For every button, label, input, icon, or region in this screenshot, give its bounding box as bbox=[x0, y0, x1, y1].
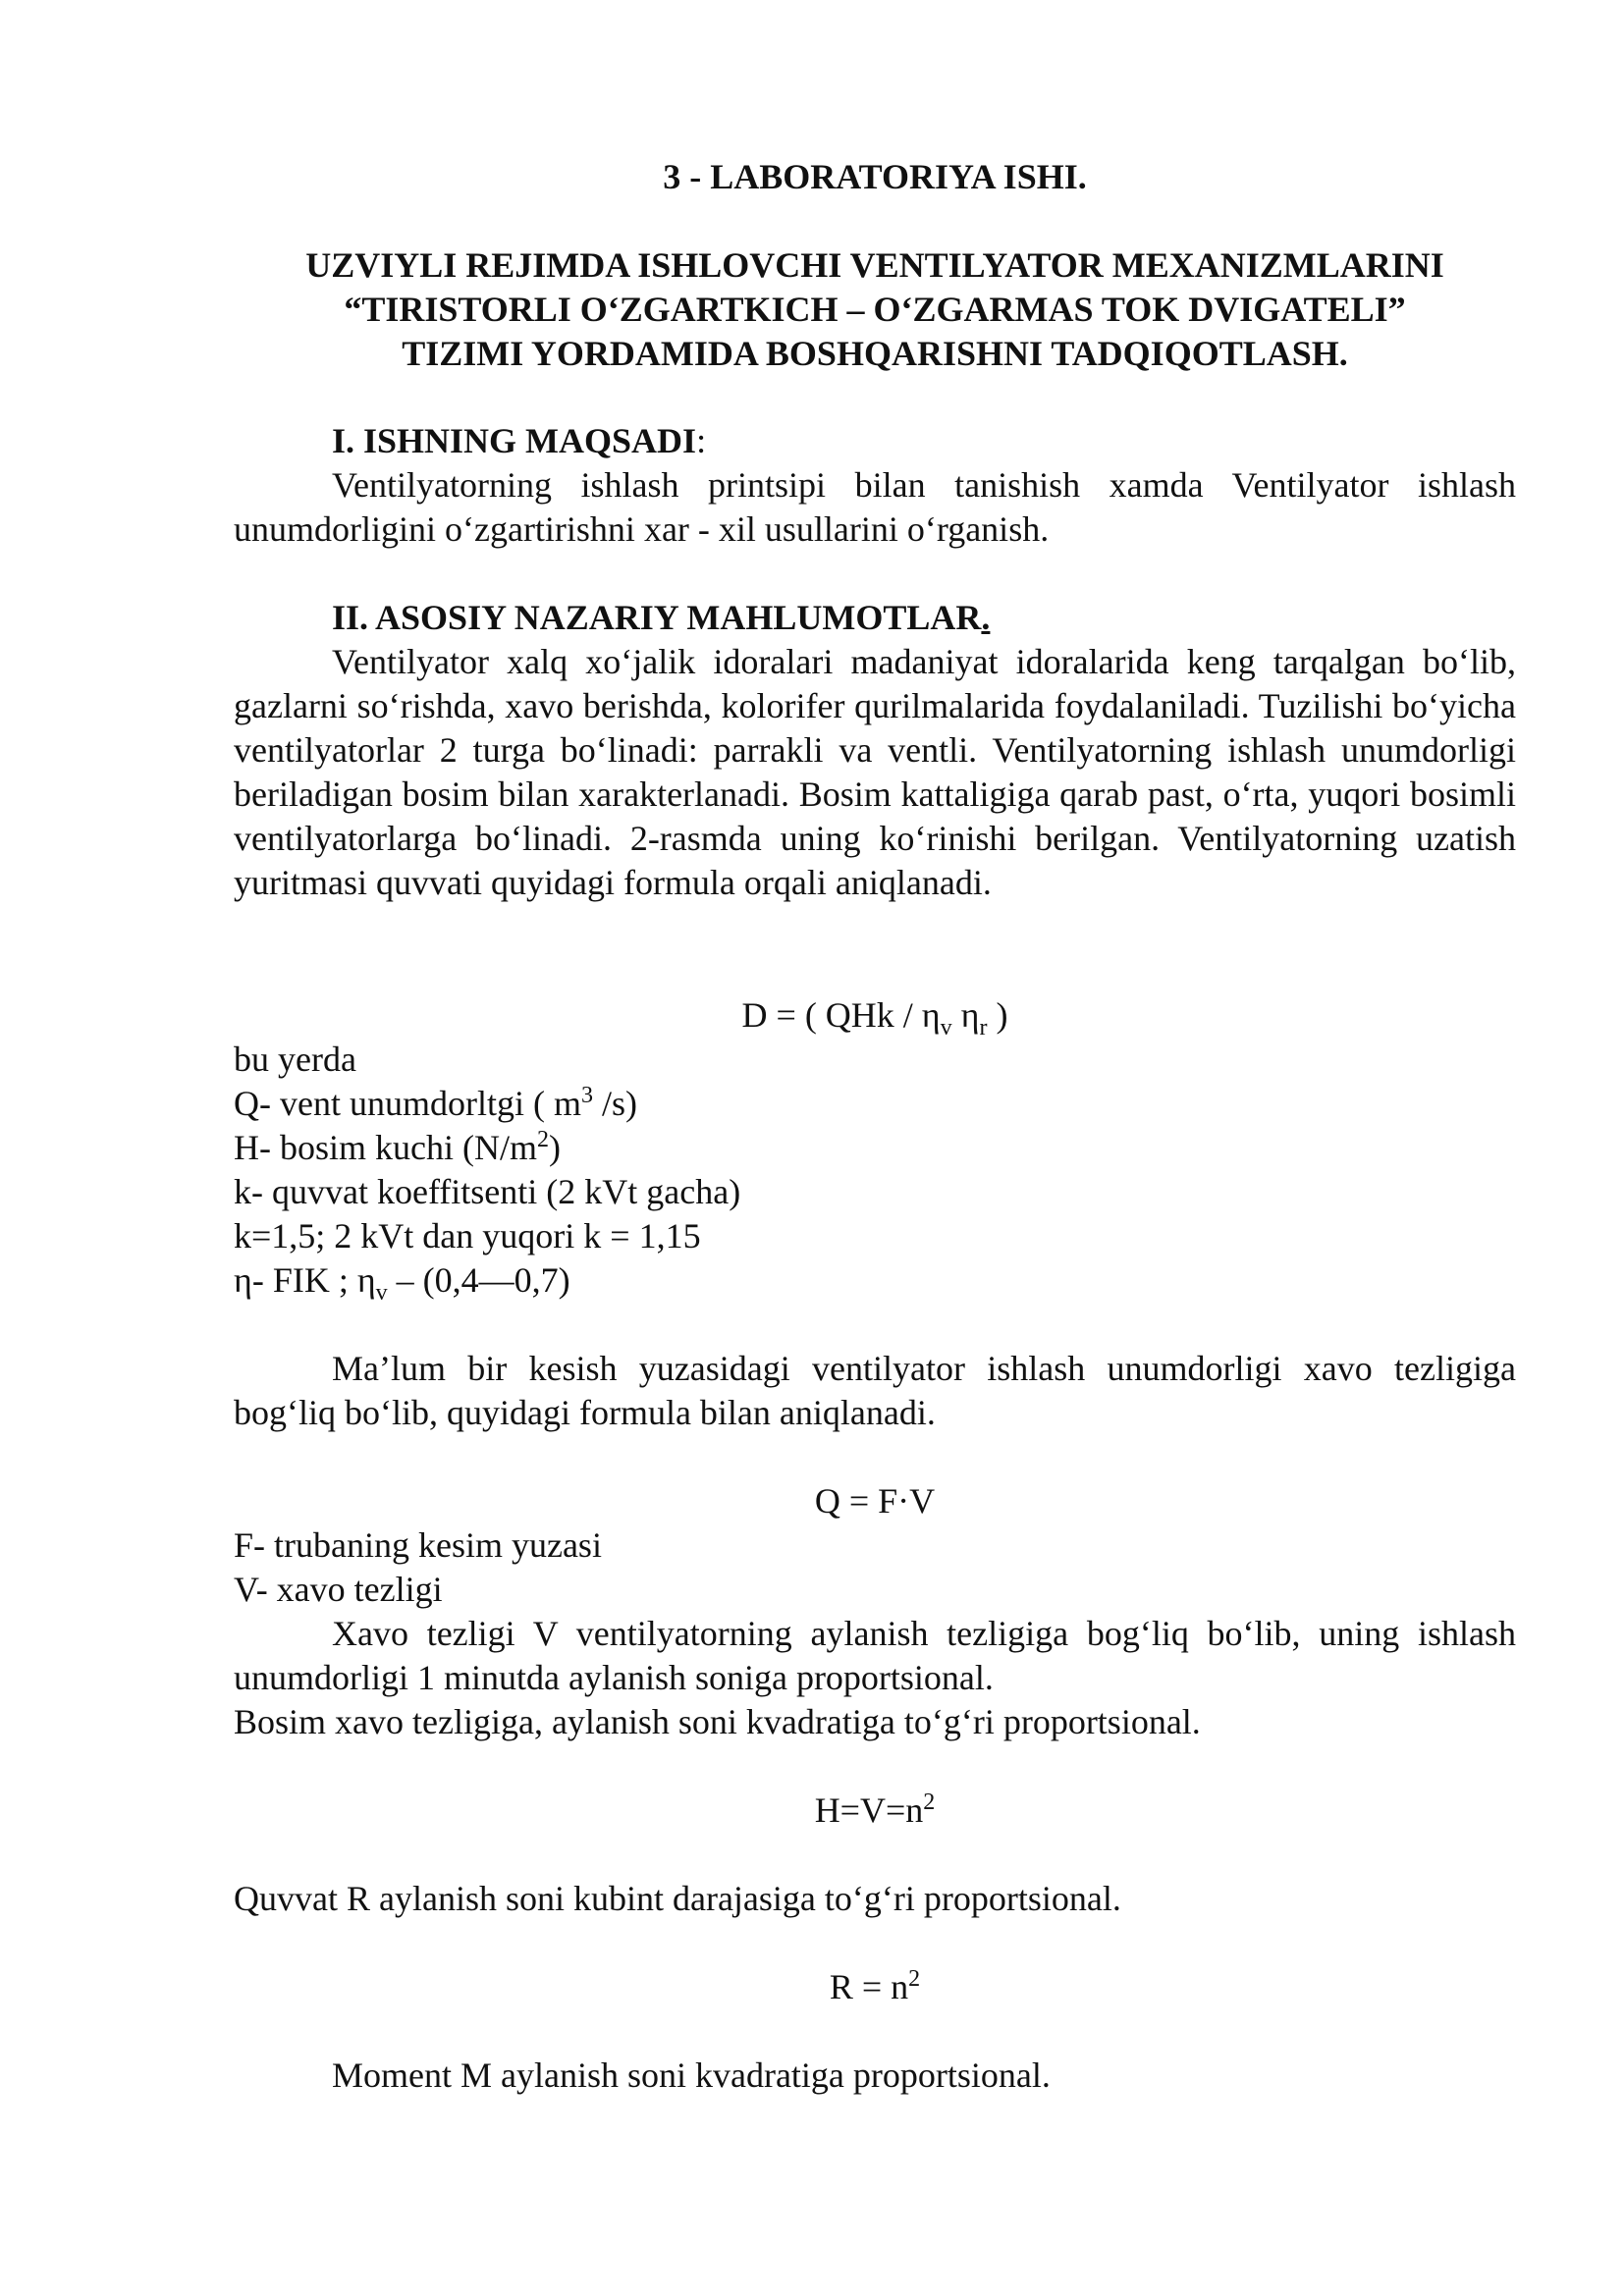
paragraph-power: Quvvat R aylanish soni kubint darajasiga to‘g‘ri proportsional. bbox=[234, 1879, 1121, 1918]
section-2-heading bbox=[234, 596, 1516, 640]
lab-subtitle bbox=[234, 243, 1516, 376]
subtitle-line-2: “TIRISTORLI O‘ZGARTKICH – O‘ZGARMAS TOK DVIGATELI” bbox=[344, 290, 1406, 329]
section-2-text: Ventilyator xalq xo‘jalik idoralari madaniyat idoralarida keng tarqalgan bo‘lib, gazlarni so‘rishda, xavo berishda, kolorifer qurilmalarida foydalaniladi. Tuzilishi bo‘yicha ventilyatorlar 2 turga bo‘linadi: parrakli va ventli. Ventilyatorning ishlash unumdorligi beriladigan bosim bilan xarakterlanadi. Bosim kattaligiga qarab past, o‘rta, yuqori bosimli ventilyatorlarga bo‘linadi. 2-rasmda uning ko‘rinishi berilgan. Ventilyatorning uzatish yuritmasi quvvati quyidagi formula orqali aniqlanadi. bbox=[234, 642, 1516, 902]
definition-v: V- xavo tezligi bbox=[234, 1570, 443, 1609]
definition-f: F- trubaning kesim yuzasi bbox=[234, 1525, 602, 1565]
paragraph-flow-rate: Ma’lum bir kesish yuzasidagi ventilyator ishlash unumdorligi xavo tezligiga bog‘liq bo‘lib, quyidagi formula bilan aniqlanadi. bbox=[234, 1349, 1516, 1432]
section-2-heading-dot: . bbox=[981, 598, 991, 637]
section-1-text: Ventilyatorning ishlash printsipi bilan tanishish xamda Ventilyator ishlash unumdorligini o‘zgartirishni xar - xil usullarini o‘rganish. bbox=[234, 465, 1516, 549]
definitions-intro: bu yerda bbox=[234, 1040, 356, 1079]
definition-eta: η- FIK ; $\eta_v$ – (0,4—0,7) bbox=[234, 1260, 570, 1307]
subtitle-line-3: TIZIMI YORDAMIDA BOSHQARISHNI TADQIQOTLASH. bbox=[402, 334, 1348, 373]
section-1-heading-text: I. ISHNING MAQSADI bbox=[332, 421, 697, 460]
formula-flow-rate: Q = F·V bbox=[814, 1481, 936, 1521]
definition-h: H- bosim kuchi $(N/m^2)$ bbox=[234, 1127, 561, 1167]
paragraph-moment: Moment M aylanish soni kvadratiga proportsional. bbox=[332, 2056, 1051, 2095]
formula-power: D = ( QHk / $\eta_v$ $\eta_r$ ) bbox=[741, 995, 1008, 1041]
definitions-list-2 bbox=[234, 1523, 1516, 1612]
section-1-heading-colon: : bbox=[696, 421, 707, 460]
paragraph-pressure: Bosim xavo tezligiga, aylanish soni kvadratiga to‘g‘ri proportsional. bbox=[234, 1702, 1201, 1741]
definition-q: Q- vent unumdorltgi ( $m^3$ /s) bbox=[234, 1083, 637, 1123]
formula-power-n: $R = n^2$ bbox=[829, 1966, 921, 2006]
subtitle-line-1: UZVIYLI REJIMDA ISHLOVCHI VENTILYATOR MEXANIZMLARINI bbox=[305, 245, 1444, 285]
definition-k1: k- quvvat koeffitsenti (2 kVt gacha) bbox=[234, 1172, 741, 1211]
definition-k2: k=1,5; 2 kVt dan yuqori k = 1,15 bbox=[234, 1216, 701, 1255]
section-2-heading-text: II. ASOSIY NAZARIY MAHLUMOTLAR bbox=[332, 598, 982, 637]
lab-title: 3 - LABORATORIYA ISHI. bbox=[663, 157, 1087, 196]
paragraph-air-speed: Xavo tezligi V ventilyatorning aylanish tezligiga bog‘liq bo‘lib, uning ishlash unumdorligi 1 minutda aylanish soniga proportsional. bbox=[234, 1614, 1516, 1697]
definitions-list bbox=[234, 1038, 1516, 1307]
formula-pressure: $H=V=n^2$ bbox=[814, 1789, 936, 1830]
section-1-heading bbox=[234, 419, 1516, 463]
